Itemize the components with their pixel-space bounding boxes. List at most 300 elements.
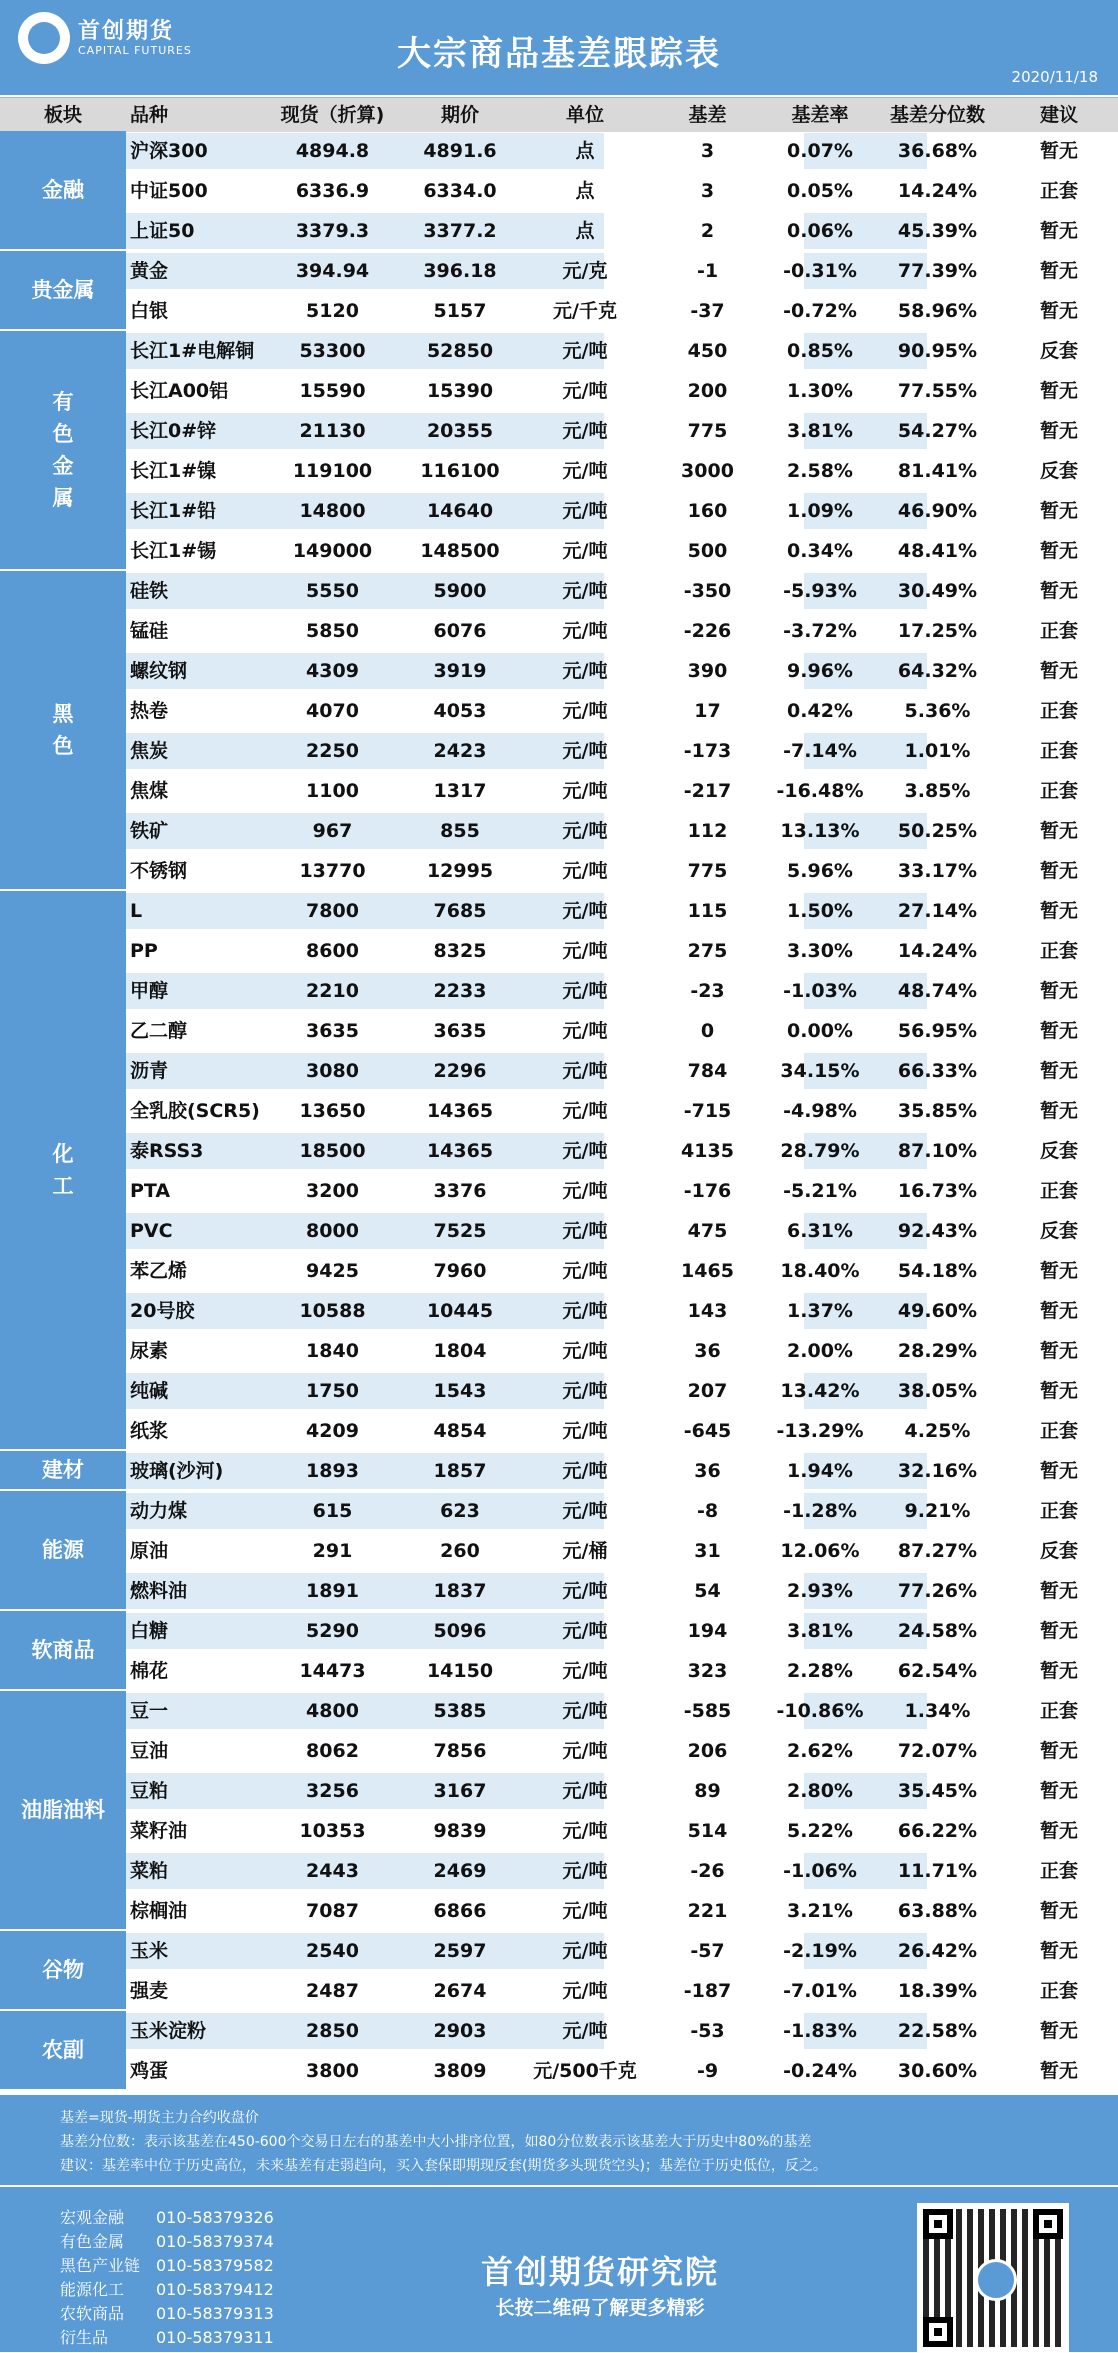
basis-rate-cell: -5.93% (783, 580, 857, 602)
column-header: 现货（折算) (280, 104, 385, 126)
unit-cell: 元/吨 (562, 900, 608, 922)
futures-price-cell: 1837 (433, 1580, 487, 1602)
basis-cell: -9 (696, 2060, 719, 2082)
suggestion-cell: 暂无 (1039, 300, 1078, 322)
suggestion-cell: 正套 (1039, 1180, 1078, 1202)
sector-label: 建材 (0, 1451, 126, 1491)
basis-rate-cell: 0.85% (787, 340, 853, 362)
unit-cell: 元/吨 (562, 1380, 608, 1402)
sector-label: 能源 (0, 1491, 126, 1611)
basis-rate-cell: 5.22% (787, 1820, 853, 1842)
basis-percentile-cell: 17.25% (897, 620, 978, 642)
basis-percentile-cell: 48.41% (897, 540, 978, 562)
variety-cell: 热卷 (130, 700, 169, 722)
suggestion-cell: 暂无 (1039, 820, 1078, 842)
suggestion-cell: 暂无 (1039, 1940, 1078, 1962)
unit-cell: 元/吨 (562, 620, 608, 642)
suggestion-cell: 暂无 (1039, 140, 1078, 162)
basis-rate-cell: -5.21% (783, 1180, 857, 1202)
suggestion-cell: 正套 (1039, 780, 1078, 802)
report-date: 2020/11/18 (1011, 68, 1098, 86)
basis-rate-cell: -7.01% (783, 1980, 857, 2002)
basis-cell: 54 (694, 1580, 721, 1602)
sector-label: 金融 (0, 131, 126, 251)
table-row (126, 1011, 1118, 1051)
basis-percentile-cell: 35.45% (897, 1780, 978, 1802)
suggestion-cell: 正套 (1039, 1420, 1078, 1442)
suggestion-cell: 暂无 (1039, 860, 1078, 882)
variety-cell: 菜籽油 (130, 1820, 188, 1842)
futures-price-cell: 52850 (426, 340, 494, 362)
unit-cell: 点 (575, 220, 595, 242)
sector-label: 贵金属 (0, 251, 126, 331)
spot-price-cell: 6336.9 (295, 180, 370, 202)
basis-percentile-cell: 77.55% (897, 380, 978, 402)
variety-cell: 豆油 (130, 1740, 169, 1762)
unit-cell: 元/吨 (562, 1100, 608, 1122)
basis-cell: 3 (700, 180, 715, 202)
suggestion-cell: 正套 (1039, 180, 1078, 202)
unit-cell: 元/吨 (562, 540, 608, 562)
spot-price-cell: 5550 (306, 580, 359, 602)
unit-cell: 元/吨 (562, 1340, 608, 1362)
basis-rate-cell: 34.15% (780, 1060, 860, 1082)
basis-percentile-cell: 58.96% (897, 300, 978, 322)
basis-rate-cell: 2.80% (787, 1780, 853, 1802)
basis-rate-cell: -0.72% (783, 300, 857, 322)
basis-rate-cell: 2.28% (787, 1660, 853, 1682)
spot-price-cell: 13770 (299, 860, 366, 882)
variety-cell: 长江0#锌 (130, 420, 217, 442)
variety-cell: 焦煤 (130, 780, 169, 802)
basis-rate-cell: -1.28% (783, 1500, 857, 1522)
basis-rate-cell: -1.03% (783, 980, 857, 1002)
basis-cell: -57 (690, 1940, 725, 1962)
basis-percentile-cell: 77.26% (897, 1580, 978, 1602)
unit-cell: 元/吨 (562, 660, 608, 682)
basis-cell: 36 (694, 1340, 721, 1362)
futures-price-cell: 3809 (433, 2060, 487, 2082)
unit-cell: 元/吨 (562, 740, 608, 762)
variety-cell: 黄金 (130, 260, 169, 282)
column-header: 基差率 (791, 104, 849, 126)
futures-price-cell: 7525 (433, 1220, 487, 1242)
table-row (126, 1851, 1118, 1891)
table-row (126, 691, 1118, 731)
sector-label: 谷物 (0, 1931, 126, 2011)
unit-cell: 元/千克 (553, 300, 617, 322)
variety-cell: 铁矿 (130, 820, 169, 842)
suggestion-cell: 暂无 (1039, 1780, 1078, 1802)
unit-cell: 元/吨 (562, 340, 608, 362)
spot-price-cell: 3800 (306, 2060, 359, 2082)
column-header: 单位 (565, 104, 604, 126)
basis-cell: -176 (683, 1180, 732, 1202)
spot-price-cell: 1891 (306, 1580, 359, 1602)
variety-cell: 长江1#电解铜 (130, 340, 255, 362)
suggestion-cell: 反套 (1039, 340, 1078, 362)
suggestion-cell: 正套 (1039, 1860, 1078, 1882)
futures-price-cell: 2233 (433, 980, 487, 1002)
futures-price-cell: 855 (440, 820, 480, 842)
column-header: 基差分位数 (889, 104, 985, 126)
basis-percentile-cell: 62.54% (897, 1660, 978, 1682)
table-row (126, 1891, 1118, 1931)
basis-percentile-cell: 11.71% (897, 1860, 978, 1882)
suggestion-cell: 暂无 (1039, 1620, 1078, 1642)
futures-price-cell: 2674 (433, 1980, 487, 2002)
suggestion-cell: 暂无 (1039, 1380, 1078, 1402)
futures-price-cell: 116100 (420, 460, 500, 482)
basis-percentile-cell: 46.90% (897, 500, 978, 522)
basis-percentile-cell: 87.27% (897, 1540, 978, 1562)
basis-percentile-cell: 45.39% (897, 220, 978, 242)
header-banner (0, 0, 1118, 95)
basis-rate-cell: -13.29% (776, 1420, 864, 1442)
unit-cell: 点 (575, 140, 595, 162)
futures-price-cell: 20355 (426, 420, 494, 442)
page-title: 大宗商品基差跟踪表 (397, 34, 721, 74)
basis-percentile-cell: 35.85% (897, 1100, 978, 1122)
basis-cell: -23 (690, 980, 725, 1002)
basis-percentile-cell: 54.18% (897, 1260, 978, 1282)
futures-price-cell: 3167 (433, 1780, 487, 1802)
basis-rate-cell: 18.40% (780, 1260, 860, 1282)
spot-price-cell: 615 (312, 1500, 353, 1522)
spot-price-cell: 53300 (299, 340, 366, 362)
basis-rate-cell: 0.42% (787, 700, 853, 722)
variety-cell: 不锈钢 (130, 860, 188, 882)
table-row (126, 931, 1118, 971)
basis-cell: 784 (687, 1060, 728, 1082)
variety-cell: 长江1#铅 (130, 500, 217, 522)
contact-item: 衍生品 010-58379311 (60, 2328, 274, 2347)
unit-cell: 元/吨 (562, 500, 608, 522)
suggestion-cell: 暂无 (1039, 1580, 1078, 1602)
basis-cell: 115 (687, 900, 728, 922)
sector-label: 有 色 金 属 (0, 331, 126, 571)
sector-label: 农副 (0, 2011, 126, 2091)
table-row (126, 531, 1118, 571)
futures-price-cell: 2903 (433, 2020, 487, 2042)
suggestion-cell: 暂无 (1039, 1660, 1078, 1682)
spot-price-cell: 394.94 (295, 260, 370, 282)
unit-cell: 元/吨 (562, 1460, 608, 1482)
column-header: 基差 (688, 104, 727, 126)
spot-price-cell: 9425 (306, 1260, 359, 1282)
spot-price-cell: 1100 (306, 780, 359, 802)
basis-rate-cell: 3.30% (787, 940, 853, 962)
basis-cell: 143 (687, 1300, 728, 1322)
basis-percentile-cell: 4.25% (904, 1420, 971, 1442)
basis-percentile-cell: 36.68% (897, 140, 978, 162)
basis-rate-cell: 1.50% (787, 900, 853, 922)
contact-item: 宏观金融 010-58379326 (60, 2208, 274, 2227)
variety-cell: 纯碱 (130, 1380, 169, 1402)
futures-price-cell: 7960 (433, 1260, 487, 1282)
suggestion-cell: 暂无 (1039, 1020, 1078, 1042)
contact-item: 能源化工 010-58379412 (60, 2280, 274, 2299)
table-row (126, 851, 1118, 891)
unit-cell: 元/吨 (562, 1820, 608, 1842)
spot-price-cell: 2850 (306, 2020, 359, 2042)
variety-cell: 玉米 (130, 1940, 169, 1962)
futures-price-cell: 3635 (433, 1020, 487, 1042)
unit-cell: 元/吨 (562, 580, 608, 602)
futures-price-cell: 1857 (433, 1460, 487, 1482)
basis-percentile-cell: 66.22% (897, 1820, 978, 1842)
table-row (126, 1611, 1118, 1651)
suggestion-cell: 暂无 (1039, 1820, 1078, 1842)
futures-price-cell: 14640 (426, 500, 494, 522)
suggestion-cell: 暂无 (1039, 260, 1078, 282)
basis-percentile-cell: 50.25% (897, 820, 978, 842)
spot-price-cell: 10588 (299, 1300, 366, 1322)
basis-percentile-cell: 24.58% (897, 1620, 978, 1642)
futures-price-cell: 3376 (433, 1180, 487, 1202)
spot-price-cell: 14800 (299, 500, 366, 522)
futures-price-cell: 2597 (433, 1940, 487, 1962)
column-header: 品种 (130, 104, 169, 126)
column-header: 期价 (440, 104, 479, 126)
unit-cell: 元/吨 (562, 1700, 608, 1722)
variety-cell: 长江1#锡 (130, 540, 217, 562)
variety-cell: 长江A00铝 (130, 380, 229, 402)
basis-percentile-cell: 14.24% (897, 180, 978, 202)
spot-price-cell: 149000 (292, 540, 373, 562)
suggestion-cell: 暂无 (1039, 660, 1078, 682)
basis-rate-cell: 28.79% (780, 1140, 860, 1162)
suggestion-cell: 暂无 (1039, 380, 1078, 402)
basis-rate-cell: 2.00% (787, 1340, 853, 1362)
spot-price-cell: 7800 (306, 900, 359, 922)
unit-cell: 点 (575, 180, 595, 202)
table-row (126, 811, 1118, 851)
table-row (126, 1531, 1118, 1571)
basis-rate-cell: 1.30% (787, 380, 853, 402)
unit-cell: 元/吨 (562, 1420, 608, 1442)
suggestion-cell: 正套 (1039, 1700, 1078, 1722)
suggestion-cell: 暂无 (1039, 220, 1078, 242)
basis-cell: -226 (683, 620, 732, 642)
unit-cell: 元/吨 (562, 1140, 608, 1162)
suggestion-cell: 暂无 (1039, 1260, 1078, 1282)
basis-rate-cell: 1.94% (787, 1460, 853, 1482)
unit-cell: 元/吨 (562, 1180, 608, 1202)
basis-percentile-cell: 5.36% (904, 700, 971, 722)
suggestion-cell: 暂无 (1039, 900, 1078, 922)
basis-rate-cell: -4.98% (783, 1100, 857, 1122)
column-header: 板块 (43, 104, 82, 126)
futures-price-cell: 5900 (433, 580, 487, 602)
basis-cell: -350 (683, 580, 732, 602)
variety-cell: 上证50 (130, 220, 195, 242)
table-row (126, 1491, 1118, 1531)
basis-percentile-cell: 9.21% (904, 1500, 971, 1522)
basis-percentile-cell: 22.58% (897, 2020, 978, 2042)
basis-cell: -37 (690, 300, 725, 322)
suggestion-cell: 正套 (1039, 700, 1078, 722)
spot-price-cell: 3635 (306, 1020, 359, 1042)
basis-cell: -585 (683, 1700, 732, 1722)
variety-cell: 棕榈油 (130, 1900, 188, 1922)
table-row (126, 611, 1118, 651)
table-row (126, 1131, 1118, 1171)
basis-cell: 112 (687, 820, 728, 842)
spot-price-cell: 1750 (306, 1380, 359, 1402)
table-row (126, 1331, 1118, 1371)
futures-price-cell: 4891.6 (423, 140, 497, 162)
spot-price-cell: 291 (312, 1540, 353, 1562)
table-row (126, 771, 1118, 811)
variety-cell: PVC (130, 1220, 173, 1242)
variety-cell: 乙二醇 (130, 1020, 188, 1042)
suggestion-cell: 正套 (1039, 1500, 1078, 1522)
spot-price-cell: 5120 (306, 300, 359, 322)
spot-price-cell: 8062 (306, 1740, 359, 1762)
variety-cell: 中证500 (130, 180, 208, 202)
basis-rate-cell: 12.06% (780, 1540, 860, 1562)
variety-cell: 菜粕 (130, 1860, 169, 1882)
suggestion-cell: 暂无 (1039, 1100, 1078, 1122)
suggestion-cell: 暂无 (1039, 1300, 1078, 1322)
table-header (0, 97, 1118, 132)
spot-price-cell: 8600 (306, 940, 359, 962)
unit-cell: 元/克 (562, 260, 608, 282)
basis-cell: -53 (690, 2020, 725, 2042)
suggestion-cell: 暂无 (1039, 1060, 1078, 1082)
basis-percentile-cell: 48.74% (897, 980, 978, 1002)
suggestion-cell: 正套 (1039, 940, 1078, 962)
basis-rate-cell: 2.93% (787, 1580, 853, 1602)
contact-item: 有色金属 010-58379374 (60, 2232, 274, 2251)
spot-price-cell: 1840 (306, 1340, 359, 1362)
qr-code-icon[interactable] (917, 2203, 1069, 2353)
basis-cell: 275 (687, 940, 728, 962)
table-row (126, 1051, 1118, 1091)
variety-cell: 豆一 (130, 1700, 169, 1722)
variety-cell: 白银 (130, 300, 169, 322)
variety-cell: 豆粕 (130, 1780, 169, 1802)
notes-panel (0, 2095, 1118, 2185)
basis-percentile-cell: 56.95% (897, 1020, 978, 1042)
unit-cell: 元/吨 (562, 980, 608, 1002)
unit-cell: 元/吨 (562, 1620, 608, 1642)
variety-cell: 原油 (130, 1540, 169, 1562)
unit-cell: 元/吨 (562, 460, 608, 482)
basis-rate-cell: 0.05% (787, 180, 853, 202)
basis-rate-cell: 1.37% (787, 1300, 853, 1322)
unit-cell: 元/吨 (562, 1220, 608, 1242)
futures-price-cell: 8325 (433, 940, 487, 962)
basis-percentile-cell: 30.60% (897, 2060, 978, 2082)
table-row (126, 971, 1118, 1011)
futures-price-cell: 1317 (433, 780, 487, 802)
variety-cell: 泰RSS3 (130, 1140, 204, 1162)
suggestion-cell: 暂无 (1039, 1900, 1078, 1922)
table-row (126, 1971, 1118, 2011)
note-basis-definition: 基差=现货-期货主力合约收盘价 (60, 2110, 259, 2126)
variety-cell: 尿素 (130, 1340, 169, 1362)
spot-price-cell: 7087 (306, 1900, 359, 1922)
basis-cell: 200 (687, 380, 728, 402)
spot-price-cell: 4309 (306, 660, 359, 682)
suggestion-cell: 反套 (1039, 1540, 1078, 1562)
variety-cell: 白糖 (130, 1620, 169, 1642)
basis-rate-cell: 0.00% (787, 1020, 853, 1042)
basis-cell: 17 (694, 700, 721, 722)
suggestion-cell: 正套 (1039, 740, 1078, 762)
basis-cell: -1 (696, 260, 719, 282)
table-row (126, 1171, 1118, 1211)
table-row (126, 1091, 1118, 1131)
basis-cell: 160 (687, 500, 728, 522)
sector-label: 油脂油料 (0, 1691, 126, 1931)
basis-cell: 194 (687, 1620, 728, 1642)
basis-cell: 475 (687, 1220, 728, 1242)
unit-cell: 元/吨 (562, 380, 608, 402)
basis-percentile-cell: 32.16% (897, 1460, 978, 1482)
basis-rate-cell: 9.96% (787, 660, 853, 682)
spot-price-cell: 2540 (306, 1940, 359, 1962)
footer-brand: 首创期货研究院 (480, 2253, 719, 2291)
futures-price-cell: 5096 (433, 1620, 487, 1642)
basis-cell: 36 (694, 1460, 721, 1482)
spot-price-cell: 10353 (299, 1820, 366, 1842)
basis-cell: -8 (696, 1500, 719, 1522)
futures-price-cell: 3919 (433, 660, 487, 682)
unit-cell: 元/吨 (562, 1900, 608, 1922)
basis-rate-cell: 2.62% (787, 1740, 853, 1762)
table-row (126, 491, 1118, 531)
table-row (126, 1571, 1118, 1611)
spot-price-cell: 5850 (306, 620, 359, 642)
futures-price-cell: 5157 (433, 300, 487, 322)
basis-rate-cell: 3.81% (787, 420, 853, 442)
unit-cell: 元/吨 (562, 1500, 608, 1522)
unit-cell: 元/吨 (562, 860, 608, 882)
unit-cell: 元/吨 (562, 820, 608, 842)
futures-price-cell: 4854 (433, 1420, 487, 1442)
futures-price-cell: 14365 (426, 1100, 494, 1122)
spot-price-cell: 14473 (299, 1660, 366, 1682)
suggestion-cell: 反套 (1039, 1140, 1078, 1162)
variety-cell: 20号胶 (130, 1300, 195, 1322)
spot-price-cell: 2443 (306, 1860, 359, 1882)
variety-cell: 沪深300 (130, 140, 208, 162)
basis-cell: 4135 (681, 1140, 734, 1162)
futures-price-cell: 2296 (433, 1060, 487, 1082)
basis-percentile-cell: 87.10% (897, 1140, 978, 1162)
futures-price-cell: 260 (440, 1540, 480, 1562)
suggestion-cell: 暂无 (1039, 1460, 1078, 1482)
basis-rate-cell: -1.83% (783, 2020, 857, 2042)
variety-cell: L (130, 900, 143, 922)
suggestion-cell: 暂无 (1039, 1740, 1078, 1762)
basis-percentile-cell: 33.17% (897, 860, 978, 882)
variety-cell: 全乳胶(SCR5) (130, 1100, 260, 1122)
suggestion-cell: 暂无 (1039, 500, 1078, 522)
basis-cell: 3 (700, 140, 715, 162)
basis-cell: 0 (700, 1020, 715, 1042)
unit-cell: 元/吨 (562, 780, 608, 802)
basis-cell: 1465 (681, 1260, 734, 1282)
suggestion-cell: 暂无 (1039, 540, 1078, 562)
footer (0, 2187, 1118, 2352)
basis-rate-cell: 13.42% (780, 1380, 860, 1402)
table-row (126, 1371, 1118, 1411)
unit-cell: 元/吨 (562, 1580, 608, 1602)
